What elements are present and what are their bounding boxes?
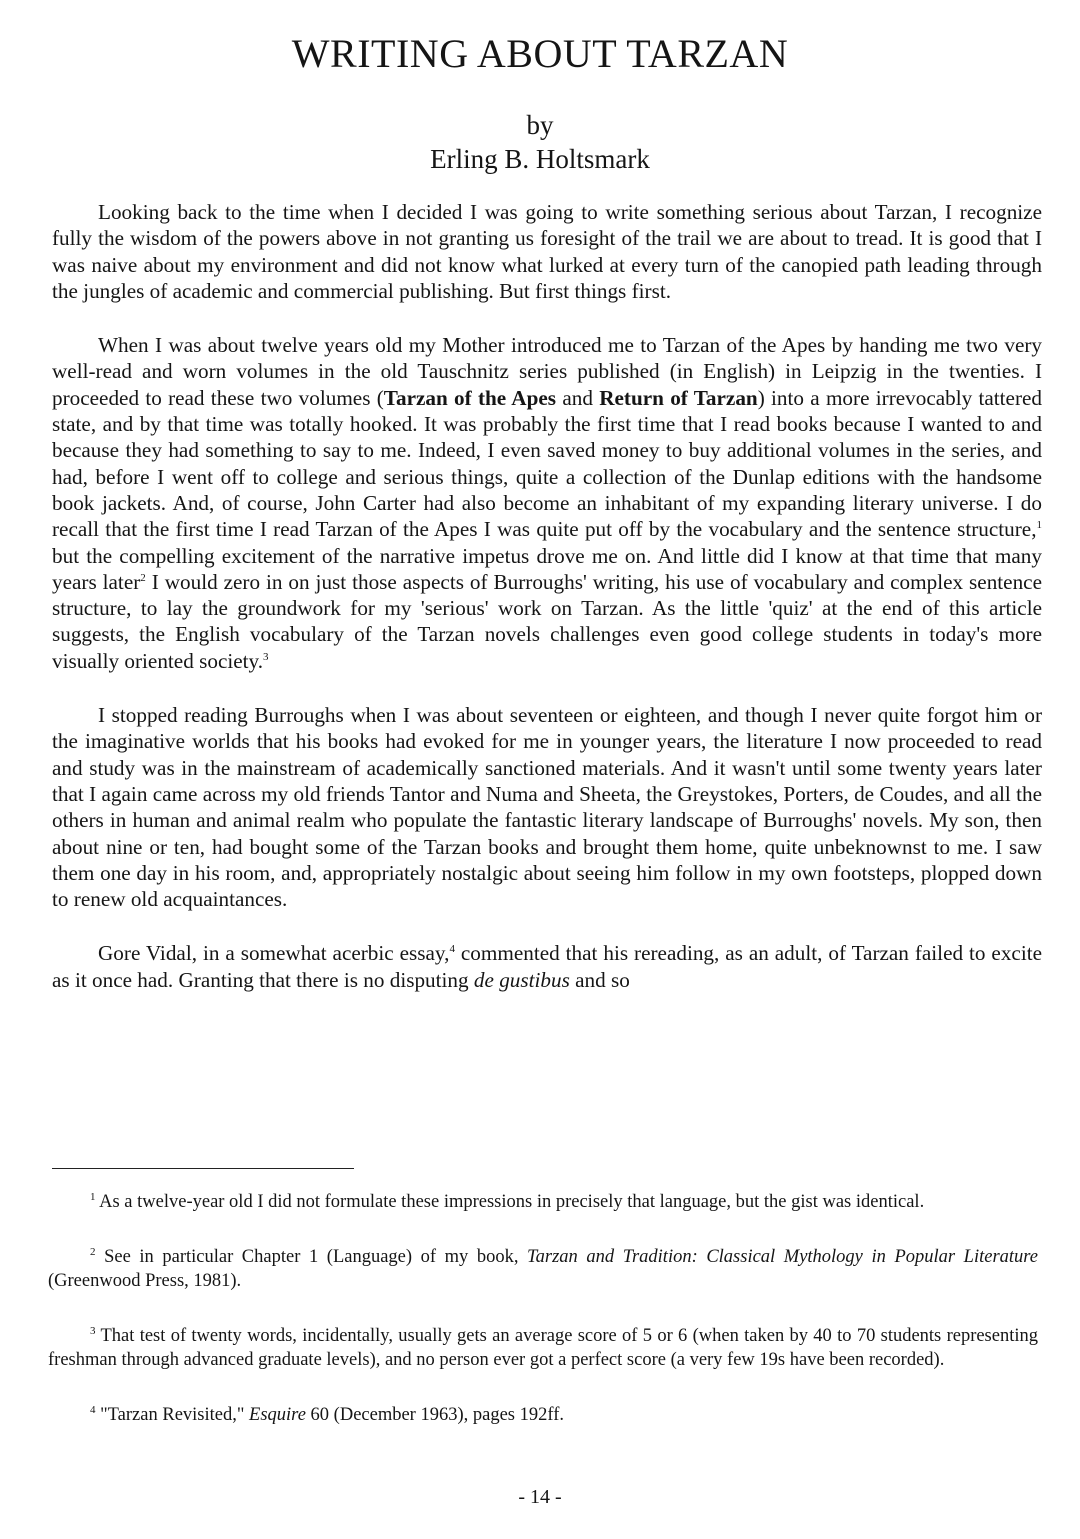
footnote-4-number: 4 xyxy=(90,1403,96,1416)
author-name: Erling B. Holtsmark xyxy=(430,144,650,174)
latin-phrase: de gustibus xyxy=(473,967,570,992)
footnote-2-text-a: See in particular Chapter 1 (Language) of my book, xyxy=(104,1247,528,1267)
article-title: WRITING ABOUT TARZAN xyxy=(291,31,789,76)
footnote-4-magazine: Esquire xyxy=(249,1405,306,1425)
paragraph-2-text-d: ) into a more irrevocably tattered state, and by that time was totally hooked. It was probably the first time that I read books because I wanted to and because they had something to say to me. Indeed, I even saved money to buy additional volumes in the series, and had, before I went off to college and serious things, quite a collection of the Dunlap editions with the handsome book jackets. And, of course, John Carter had also become an inhabitant of my expanding literary universe. I do recall that the first time I read Tarzan of the Apes I was quite put off by the vocabulary and the sentence structure, xyxy=(52,385,1043,542)
footnote-2-number: 2 xyxy=(90,1245,96,1258)
book-title-tarzan-of-the-apes: Tarzan of the Apes xyxy=(383,385,557,410)
footnote-2-text-b: (Greenwood Press, 1981). xyxy=(48,1271,242,1291)
footnote-3 xyxy=(48,1324,1038,1372)
footnote-ref-3: 3 xyxy=(263,650,269,663)
footnote-3-number: 3 xyxy=(90,1324,96,1337)
article-body xyxy=(52,199,1042,1021)
paragraph-3 xyxy=(52,702,1042,912)
footnote-4-text-b: 60 (December 1963), pages 192ff. xyxy=(305,1405,564,1425)
paragraph-4-text-a: Gore Vidal, in a somewhat acerbic essay, xyxy=(98,941,450,966)
footnote-ref-4: 4 xyxy=(449,943,455,956)
footnote-4 xyxy=(48,1403,1038,1427)
footnote-3-text: That test of twenty words, incidentally, usually gets an average score of 5 or 6 (when taken by 40 to 70 students representing freshman through advanced graduate levels), and no person ever got a perfect score (a very few 19s have been recorded). xyxy=(48,1326,1038,1370)
paragraph-4-text-c: and so xyxy=(569,967,630,992)
paragraph-2 xyxy=(52,332,1042,674)
footnote-1-number: 1 xyxy=(90,1190,96,1203)
paragraph-2-text-f: I would zero in on just those aspects of Burroughs' writing, his use of vocabulary and complex sentence structure, to lay the groundwork for my 'serious' work on Tarzan. As the little 'quiz' at the end of this article suggests, the English vocabulary of the Tarzan novels challenges even good college students in today's more visually oriented society. xyxy=(52,569,1042,673)
footnote-ref-2: 2 xyxy=(140,571,146,584)
page-number: - 14 - xyxy=(518,1486,562,1508)
paragraph-4-text-b: commented that his rereading, as an adult, of Tarzan failed to excite as it once had. Granting that there is no disputing xyxy=(52,941,1042,992)
footnote-ref-1: 1 xyxy=(1036,519,1042,532)
paragraph-1-text: Looking back to the time when I decided I was going to write something serious about Tarzan, I recognize fully the wisdom of the powers above in not granting us foresight of the trail we are about to tread. It is good that I was naive about my environment and did not know what lurked at every turn of the canopied path leading through the jungles of academic and commercial publishing. But first things first. xyxy=(52,200,1042,303)
book-title-return-of-tarzan: Return of Tarzan xyxy=(599,385,758,410)
footnotes xyxy=(48,1190,1038,1458)
paragraph-3-text: I stopped reading Burroughs when I was about seventeen or eighteen, and though I never quite forgot him or the imaginative worlds that his books had evoked for me in younger years, the literature I now proceeded to read and study was in the mainstream of academically sanctioned materials. And it wasn't until some twenty years later that I again came across my old friends Tantor and Numa and Sheeta, the Greystokes, Porters, de Coudes, and all the others in human and animal realm who populate the fantastic literary landscape of Burroughs' novels. My son, then about nine or ten, had bought some of the Tarzan books and brought them home, quite unbeknownst to me. I saw them one day in his room, and, appropriately nostalgic about seeing him follow in my own footsteps, plopped down to renew old acquaintances. xyxy=(52,703,1042,912)
byline-by: by xyxy=(526,110,554,140)
paragraph-2-text-e: but the compelling excitement of the narrative impetus drove me on. And little did I know at that time that many years later xyxy=(52,543,1042,594)
footnote-2-book-title: Tarzan and Tradition: Classical Mythology in Popular Literature xyxy=(527,1247,1039,1267)
footnote-2 xyxy=(48,1245,1038,1293)
paragraph-2-text-c: and xyxy=(556,385,600,410)
footnote-divider xyxy=(52,1168,354,1169)
paragraph-2-text-a: When I was about twelve years old my Mother introduced me to Tarzan of the Apes by handing me two very well-read and worn volumes in the old Tauschnitz series published (in English) in Leipzig in the twenties. I proceeded to read these two volumes ( xyxy=(52,333,1042,410)
byline xyxy=(0,108,1080,176)
footnote-1 xyxy=(48,1190,1038,1214)
footnote-4-text-a: "Tarzan Revisited," xyxy=(100,1405,250,1425)
footnote-1-text: As a twelve-year old I did not formulate these impressions in precisely that language, but the gist was identical. xyxy=(99,1192,925,1212)
paragraph-4 xyxy=(52,940,1042,993)
paragraph-1 xyxy=(52,199,1042,304)
